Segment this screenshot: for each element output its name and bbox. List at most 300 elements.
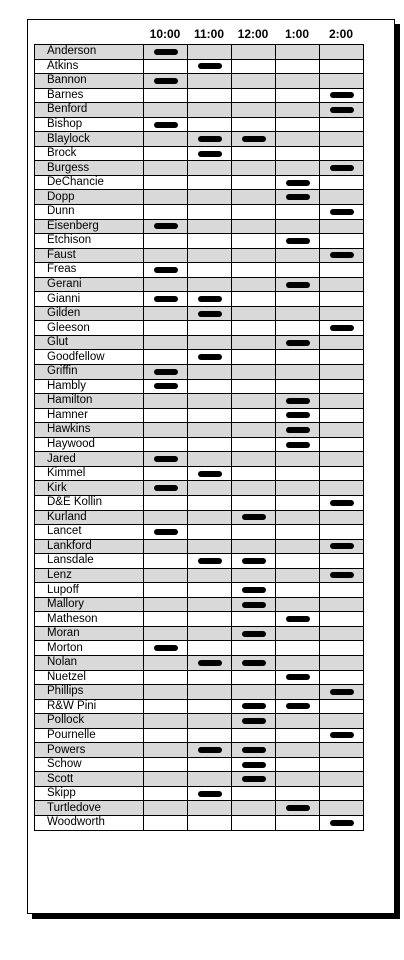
- slot-cell: [276, 423, 320, 438]
- scheduled-mark: [330, 107, 354, 113]
- slot-cell: [188, 568, 232, 583]
- row-name: DeChancie: [35, 175, 144, 190]
- slot-cell: [188, 205, 232, 220]
- scheduled-mark: [154, 529, 178, 535]
- row-name: Pollock: [35, 714, 144, 729]
- row-name: Lancet: [35, 525, 144, 540]
- slot-cell: [320, 597, 364, 612]
- scheduled-mark: [242, 558, 266, 564]
- row-name: Goodfellow: [35, 350, 144, 365]
- slot-cell: [188, 263, 232, 278]
- slot-cell: [276, 190, 320, 205]
- table-row: [35, 306, 364, 321]
- slot-cell: [276, 205, 320, 220]
- slot-cell: [188, 379, 232, 394]
- row-name: Morton: [35, 641, 144, 656]
- table-row: [35, 132, 364, 147]
- table-row: [35, 117, 364, 132]
- slot-cell: [188, 277, 232, 292]
- table-row: [35, 612, 364, 627]
- slot-cell: [320, 728, 364, 743]
- slot-cell: [188, 74, 232, 89]
- table-row: [35, 205, 364, 220]
- table-row: [35, 175, 364, 190]
- table-row: [35, 757, 364, 772]
- scheduled-mark: [286, 340, 310, 346]
- slot-cell: [320, 205, 364, 220]
- row-name: Lupoff: [35, 583, 144, 598]
- table-row: [35, 495, 364, 510]
- slot-cell: [232, 641, 276, 656]
- scheduled-mark: [198, 296, 222, 302]
- table-row: [35, 452, 364, 467]
- scheduled-mark: [198, 791, 222, 797]
- slot-cell: [320, 568, 364, 583]
- scheduled-mark: [330, 92, 354, 98]
- slot-cell: [188, 59, 232, 74]
- slot-cell: [276, 234, 320, 249]
- slot-cell: [188, 815, 232, 830]
- table-row: [35, 350, 364, 365]
- slot-cell: [144, 394, 188, 409]
- scheduled-mark: [242, 776, 266, 782]
- slot-cell: [232, 495, 276, 510]
- slot-cell: [232, 248, 276, 263]
- slot-cell: [144, 670, 188, 685]
- slot-cell: [276, 655, 320, 670]
- slot-cell: [320, 379, 364, 394]
- slot-cell: [320, 59, 364, 74]
- slot-cell: [320, 45, 364, 60]
- slot-cell: [144, 685, 188, 700]
- slot-cell: [188, 437, 232, 452]
- scheduled-mark: [198, 63, 222, 69]
- slot-cell: [232, 699, 276, 714]
- slot-cell: [188, 539, 232, 554]
- slot-cell: [144, 263, 188, 278]
- slot-cell: [144, 277, 188, 292]
- scheduled-mark: [198, 151, 222, 157]
- slot-cell: [320, 452, 364, 467]
- slot-cell: [276, 437, 320, 452]
- table-row: [35, 161, 364, 176]
- scheduled-mark: [286, 616, 310, 622]
- slot-cell: [320, 786, 364, 801]
- slot-cell: [276, 626, 320, 641]
- row-name: Hawkins: [35, 423, 144, 438]
- slot-cell: [320, 539, 364, 554]
- scheduled-mark: [330, 820, 354, 826]
- slot-cell: [276, 495, 320, 510]
- scheduled-mark: [154, 122, 178, 128]
- table-row: [35, 437, 364, 452]
- slot-cell: [320, 466, 364, 481]
- table-row: [35, 74, 364, 89]
- slot-cell: [144, 437, 188, 452]
- slot-cell: [144, 408, 188, 423]
- slot-cell: [276, 452, 320, 467]
- table-row: [35, 786, 364, 801]
- slot-cell: [232, 59, 276, 74]
- row-name: Burgess: [35, 161, 144, 176]
- slot-cell: [232, 568, 276, 583]
- table-row: [35, 554, 364, 569]
- slot-cell: [144, 103, 188, 118]
- slot-cell: [144, 612, 188, 627]
- table-row: [35, 685, 364, 700]
- scheduled-mark: [330, 209, 354, 215]
- slot-cell: [232, 408, 276, 423]
- column-header: 10:00: [149, 27, 181, 41]
- table-row: [35, 597, 364, 612]
- table-row: [35, 466, 364, 481]
- slot-cell: [144, 306, 188, 321]
- slot-cell: [320, 74, 364, 89]
- slot-cell: [188, 757, 232, 772]
- slot-cell: [232, 117, 276, 132]
- slot-cell: [188, 190, 232, 205]
- row-name: Griffin: [35, 365, 144, 380]
- row-name: Bishop: [35, 117, 144, 132]
- slot-cell: [144, 350, 188, 365]
- row-name: Atkins: [35, 59, 144, 74]
- slot-cell: [276, 568, 320, 583]
- slot-cell: [188, 786, 232, 801]
- scheduled-mark: [198, 311, 222, 317]
- slot-cell: [320, 510, 364, 525]
- table-row: [35, 88, 364, 103]
- slot-cell: [320, 423, 364, 438]
- slot-cell: [232, 481, 276, 496]
- row-name: Pournelle: [35, 728, 144, 743]
- table-row: [35, 641, 364, 656]
- scheduled-mark: [154, 369, 178, 375]
- slot-cell: [232, 365, 276, 380]
- slot-cell: [320, 394, 364, 409]
- table-row: [35, 714, 364, 729]
- row-name: Freas: [35, 263, 144, 278]
- slot-cell: [320, 554, 364, 569]
- slot-cell: [188, 495, 232, 510]
- slot-cell: [144, 568, 188, 583]
- slot-cell: [232, 219, 276, 234]
- slot-cell: [188, 175, 232, 190]
- slot-cell: [188, 365, 232, 380]
- slot-cell: [144, 801, 188, 816]
- row-name: Mallory: [35, 597, 144, 612]
- slot-cell: [188, 714, 232, 729]
- row-name: Glut: [35, 335, 144, 350]
- slot-cell: [232, 728, 276, 743]
- slot-cell: [232, 612, 276, 627]
- row-name: Blaylock: [35, 132, 144, 147]
- slot-cell: [188, 626, 232, 641]
- slot-cell: [276, 263, 320, 278]
- slot-cell: [320, 408, 364, 423]
- slot-cell: [276, 350, 320, 365]
- slot-cell: [320, 714, 364, 729]
- slot-cell: [320, 263, 364, 278]
- slot-cell: [276, 612, 320, 627]
- slot-cell: [232, 714, 276, 729]
- table-row: [35, 728, 364, 743]
- scheduled-mark: [198, 747, 222, 753]
- slot-cell: [232, 437, 276, 452]
- scheduled-mark: [286, 703, 310, 709]
- slot-cell: [276, 670, 320, 685]
- slot-cell: [188, 408, 232, 423]
- slot-cell: [276, 74, 320, 89]
- scheduled-mark: [154, 49, 178, 55]
- row-name: Anderson: [35, 45, 144, 60]
- slot-cell: [276, 306, 320, 321]
- slot-cell: [320, 219, 364, 234]
- row-name: Brock: [35, 146, 144, 161]
- slot-cell: [144, 786, 188, 801]
- table-row: [35, 277, 364, 292]
- scheduled-mark: [330, 732, 354, 738]
- slot-cell: [320, 583, 364, 598]
- slot-cell: [320, 437, 364, 452]
- scheduled-mark: [286, 398, 310, 404]
- table-row: [35, 801, 364, 816]
- slot-cell: [188, 670, 232, 685]
- slot-cell: [144, 205, 188, 220]
- slot-cell: [188, 728, 232, 743]
- row-name: R&W Pini: [35, 699, 144, 714]
- slot-cell: [144, 335, 188, 350]
- slot-cell: [320, 612, 364, 627]
- row-name: Eisenberg: [35, 219, 144, 234]
- slot-cell: [276, 117, 320, 132]
- slot-cell: [144, 161, 188, 176]
- scheduled-mark: [242, 631, 266, 637]
- row-name: Phillips: [35, 685, 144, 700]
- slot-cell: [188, 699, 232, 714]
- row-name: Jared: [35, 452, 144, 467]
- slot-cell: [276, 743, 320, 758]
- slot-cell: [188, 117, 232, 132]
- table-row: [35, 481, 364, 496]
- row-name: Moran: [35, 626, 144, 641]
- slot-cell: [276, 525, 320, 540]
- slot-cell: [320, 306, 364, 321]
- slot-cell: [188, 655, 232, 670]
- slot-cell: [144, 321, 188, 336]
- slot-cell: [144, 626, 188, 641]
- scheduled-mark: [330, 543, 354, 549]
- slot-cell: [188, 394, 232, 409]
- slot-cell: [188, 45, 232, 60]
- row-name: Kimmel: [35, 466, 144, 481]
- slot-cell: [144, 583, 188, 598]
- slot-cell: [144, 554, 188, 569]
- slot-cell: [188, 103, 232, 118]
- row-name: Turtledove: [35, 801, 144, 816]
- scheduled-mark: [286, 194, 310, 200]
- row-name: Barnes: [35, 88, 144, 103]
- slot-cell: [232, 670, 276, 685]
- slot-cell: [232, 539, 276, 554]
- slot-cell: [276, 146, 320, 161]
- scheduled-mark: [242, 660, 266, 666]
- table-row: [35, 583, 364, 598]
- slot-cell: [232, 263, 276, 278]
- slot-cell: [320, 641, 364, 656]
- slot-cell: [144, 510, 188, 525]
- slot-cell: [276, 685, 320, 700]
- slot-cell: [276, 728, 320, 743]
- slot-cell: [188, 321, 232, 336]
- slot-cell: [276, 59, 320, 74]
- slot-cell: [320, 234, 364, 249]
- slot-cell: [188, 772, 232, 787]
- row-name: Bannon: [35, 74, 144, 89]
- slot-cell: [232, 786, 276, 801]
- slot-cell: [276, 510, 320, 525]
- slot-cell: [232, 626, 276, 641]
- slot-cell: [276, 714, 320, 729]
- slot-cell: [320, 161, 364, 176]
- slot-cell: [276, 219, 320, 234]
- slot-cell: [276, 394, 320, 409]
- slot-cell: [232, 88, 276, 103]
- slot-cell: [144, 59, 188, 74]
- slot-cell: [232, 335, 276, 350]
- table-row: [35, 335, 364, 350]
- slot-cell: [232, 583, 276, 598]
- column-header: 12:00: [237, 27, 269, 41]
- table-row: [35, 103, 364, 118]
- scheduled-mark: [330, 500, 354, 506]
- slot-cell: [320, 365, 364, 380]
- table-row: [35, 423, 364, 438]
- slot-cell: [320, 88, 364, 103]
- slot-cell: [144, 772, 188, 787]
- slot-cell: [188, 248, 232, 263]
- scheduled-mark: [154, 383, 178, 389]
- scheduled-mark: [154, 223, 178, 229]
- slot-cell: [144, 219, 188, 234]
- slot-cell: [232, 655, 276, 670]
- slot-cell: [144, 132, 188, 147]
- scheduled-mark: [154, 456, 178, 462]
- scheduled-mark: [198, 136, 222, 142]
- row-name: Nolan: [35, 655, 144, 670]
- scheduled-mark: [286, 442, 310, 448]
- slot-cell: [144, 699, 188, 714]
- slot-cell: [232, 743, 276, 758]
- slot-cell: [320, 670, 364, 685]
- table-row: [35, 772, 364, 787]
- row-name: Dopp: [35, 190, 144, 205]
- slot-cell: [320, 248, 364, 263]
- table-row: [35, 655, 364, 670]
- slot-cell: [144, 714, 188, 729]
- slot-cell: [188, 234, 232, 249]
- slot-cell: [144, 234, 188, 249]
- slot-cell: [188, 306, 232, 321]
- slot-cell: [320, 626, 364, 641]
- slot-cell: [188, 743, 232, 758]
- column-header: 2:00: [328, 27, 354, 41]
- row-name: Schow: [35, 757, 144, 772]
- slot-cell: [320, 743, 364, 758]
- table-row: [35, 365, 364, 380]
- scheduled-mark: [330, 252, 354, 258]
- slot-cell: [276, 772, 320, 787]
- table-row: [35, 379, 364, 394]
- slot-cell: [144, 452, 188, 467]
- slot-cell: [144, 88, 188, 103]
- slot-cell: [144, 728, 188, 743]
- slot-cell: [144, 248, 188, 263]
- slot-cell: [232, 423, 276, 438]
- slot-cell: [188, 554, 232, 569]
- table-row: [35, 525, 364, 540]
- slot-cell: [320, 772, 364, 787]
- slot-cell: [144, 379, 188, 394]
- slot-cell: [188, 525, 232, 540]
- slot-cell: [144, 641, 188, 656]
- slot-cell: [232, 161, 276, 176]
- slot-cell: [276, 161, 320, 176]
- column-header: 11:00: [193, 27, 225, 41]
- table-row: [35, 45, 364, 60]
- slot-cell: [320, 132, 364, 147]
- table-row: [35, 626, 364, 641]
- row-name: Lenz: [35, 568, 144, 583]
- slot-cell: [232, 801, 276, 816]
- table-row: [35, 670, 364, 685]
- slot-cell: [144, 757, 188, 772]
- slot-cell: [276, 466, 320, 481]
- slot-cell: [276, 365, 320, 380]
- slot-cell: [232, 205, 276, 220]
- table-row: [35, 321, 364, 336]
- slot-cell: [320, 655, 364, 670]
- row-name: Lankford: [35, 539, 144, 554]
- slot-cell: [276, 408, 320, 423]
- slot-cell: [232, 175, 276, 190]
- slot-cell: [232, 190, 276, 205]
- slot-cell: [188, 801, 232, 816]
- slot-cell: [188, 423, 232, 438]
- scheduled-mark: [242, 703, 266, 709]
- slot-cell: [188, 641, 232, 656]
- scheduled-mark: [154, 78, 178, 84]
- slot-cell: [320, 757, 364, 772]
- slot-cell: [188, 88, 232, 103]
- slot-cell: [320, 117, 364, 132]
- slot-cell: [232, 146, 276, 161]
- slot-cell: [320, 190, 364, 205]
- table-row: [35, 248, 364, 263]
- slot-cell: [232, 554, 276, 569]
- slot-cell: [144, 525, 188, 540]
- scheduled-mark: [242, 747, 266, 753]
- slot-cell: [232, 74, 276, 89]
- row-name: Faust: [35, 248, 144, 263]
- slot-cell: [144, 466, 188, 481]
- scheduled-mark: [286, 180, 310, 186]
- slot-cell: [188, 452, 232, 467]
- slot-cell: [276, 539, 320, 554]
- slot-cell: [188, 597, 232, 612]
- row-name: Benford: [35, 103, 144, 118]
- scheduled-mark: [242, 136, 266, 142]
- row-name: Kirk: [35, 481, 144, 496]
